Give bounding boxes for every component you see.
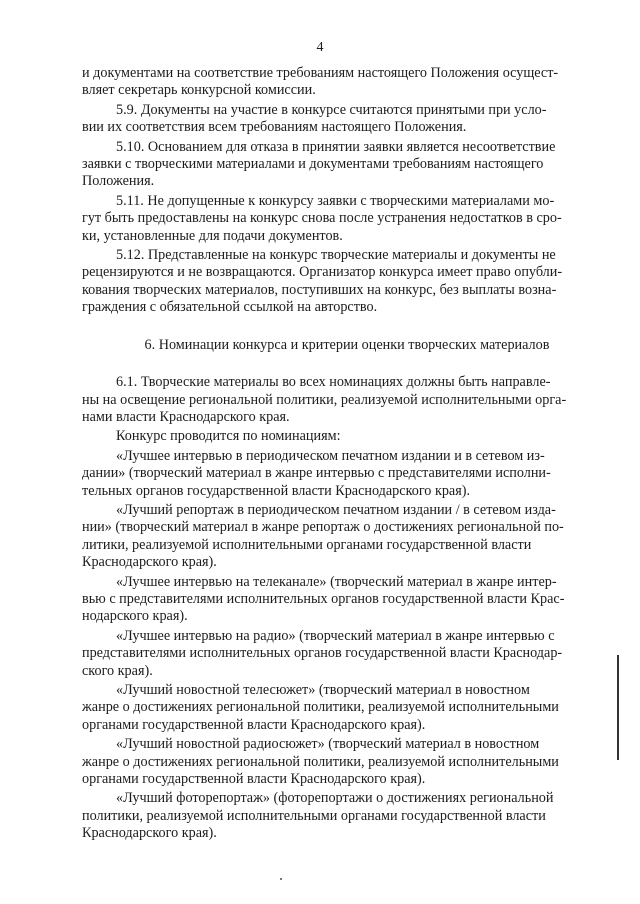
paragraph: 6.1. Творческие материалы во всех номинациях должны быть направле- ны на освещение региональной политики, реализуемой исполнительными орга- нами власти Краснодарского края.: [82, 374, 567, 425]
page-number: 4: [316, 40, 324, 55]
paragraph: «Лучший фоторепортаж» (фоторепортажи о достижениях региональной политики, реализуемой исполнительными органами государственной власти Краснодарского края).: [82, 790, 554, 842]
paragraph: и документами на соответствие требованиям настоящего Положения осущест- вляет секретарь конкурсной комиссии.: [82, 65, 559, 99]
document-body: [82, 65, 612, 845]
paragraph: «Лучший репортаж в периодическом печатном издании / в сетевом изда- нии» (творческий материал в жанре репортаж о достижениях региональной по- литики, реализуемой исполнительными органами государственной власти Краснодарского края).: [82, 501, 564, 571]
section-6-paragraphs: [82, 374, 612, 843]
section-6-heading: 6. Номинации конкурса и критерии оценки творческих материалов: [144, 336, 550, 353]
paragraph: «Лучший новостной радиосюжет» (творческий материал в новостном жанре о достижениях региональной политики, реализуемой исполнительными органами государственной власти Краснодарского края).: [82, 736, 559, 788]
paragraph: Конкурс проводится по номинациям:: [116, 428, 341, 445]
paragraph: 5.11. Не допущенные к конкурсу заявки с творческими материалами мо- гут быть предоставлены на конкурс снова после устранения недостатков в сро- ки, установленные для подачи документов.: [82, 192, 562, 244]
paragraph: «Лучшее интервью на радио» (творческий материал в жанре интервью с представителями исполнительных органов государственной власти Краснодар- ского края).: [82, 627, 563, 679]
paragraph: «Лучшее интервью на телеканале» (творческий материал в жанре интер- вью с представителями исполнительных органов государственной власти Крас- нодарского края).: [82, 573, 565, 625]
paragraph: 5.9. Документы на участие в конкурсе считаются принятыми при усло- вии их соответствия всем требованиям настоящего Положения.: [82, 101, 547, 136]
paragraph: 5.12. Представленные на конкурс творческие материалы и документы не рецензируются и не возвращаются. Организатор конкурса имеет право опубли- кования творческих материалов, поступивших на конкурс, без выплаты возна- граждения с обязательной ссылкой на авторство.: [82, 247, 563, 316]
scan-margin-mark: [617, 655, 619, 760]
paragraph: 5.10. Основанием для отказа в принятии заявки является несоответствие заявки с творческими материалами и документами требованиям настоящего Положения.: [82, 138, 556, 190]
scan-dot: [280, 878, 282, 880]
paragraph: «Лучшее интервью в периодическом печатном издании и в сетевом из- дании» (творческий материал в жанре интервью с представителями исполни- тельных органов государственной власти Краснодарского края).: [82, 447, 551, 499]
paragraph: «Лучший новостной телесюжет» (творческий материал в новостном жанре о достижениях региональной политики, реализуемой исполнительными органами государственной власти Краснодарского края).: [82, 682, 559, 733]
section-5-paragraphs: [82, 65, 612, 317]
